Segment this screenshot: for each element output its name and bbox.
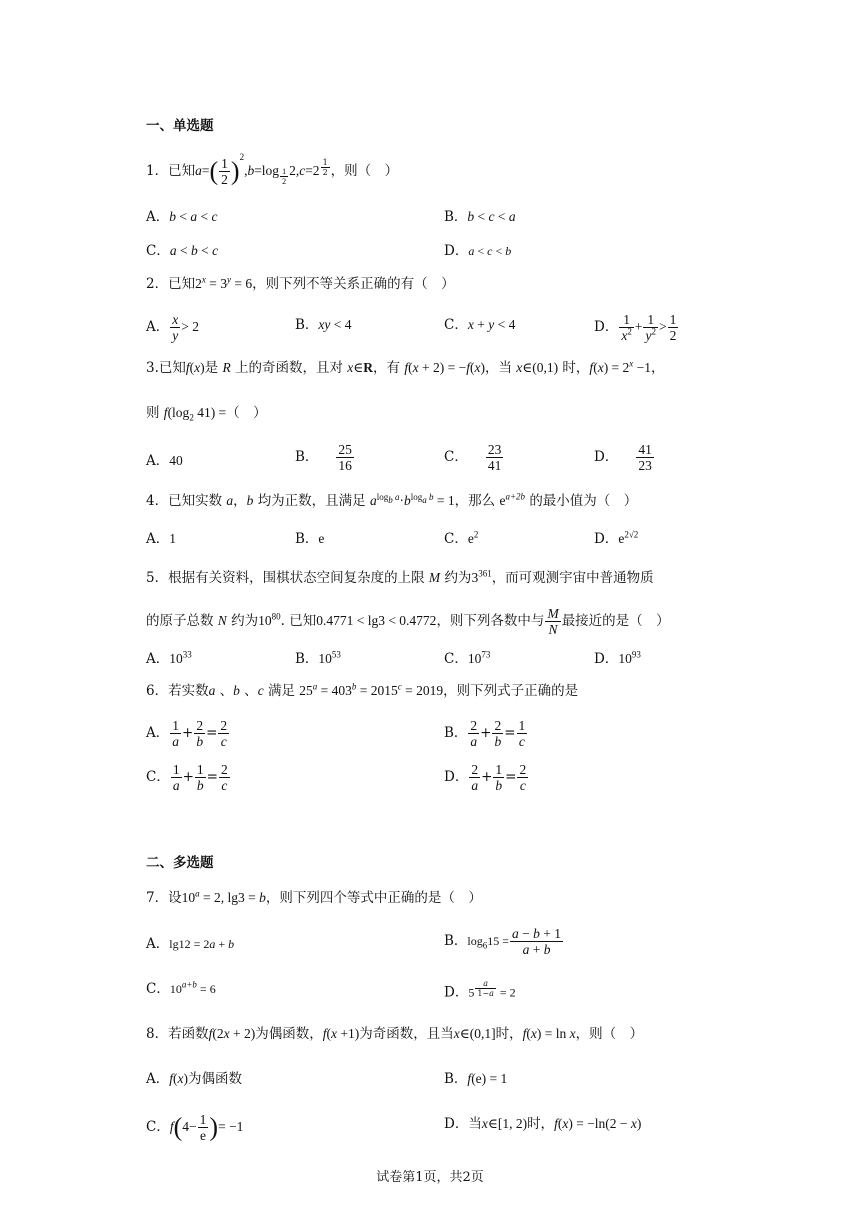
- question-3-line2: 则 $f(\log_2$ 41) =（ ）: [146, 405, 267, 423]
- question-4-stem: 4．已知实数 a，b 均为正数，且满足 $a^{log_b a}\cdot b^{log_a b} = 1$，那么 $e^{a+2b}$ 的最小值为（ ）: [146, 491, 638, 509]
- question-4-option-c[interactable]: C．$e^2$: [444, 529, 479, 547]
- question-6-option-c[interactable]: C． $\frac{1}{a}$ + $\frac{1}{b}$ = $\frac{2}{c}$: [146, 762, 228, 793]
- question-2-option-c[interactable]: C．x + y < 4: [444, 317, 516, 333]
- question-7-option-d[interactable]: D．5 $^{\frac{a}{1-a}}$ = 2: [444, 979, 516, 1001]
- section-multiple-choice: 二、多选题: [146, 855, 214, 871]
- question-8-option-a[interactable]: A．f(x)为偶函数: [146, 1071, 243, 1087]
- question-7-stem: 7．设$10^a = 2$, lg3 = b，则下列四个等式中正确的是（ ）: [146, 888, 482, 906]
- question-7-option-c[interactable]: C．$10^{a+b} = 6$: [146, 979, 216, 997]
- question-3-stem: 3.已知f(x)是 R 上的奇函数，且对 x∈R，有 f(x + 2) = −f(x)，当 x∈(0,1) 时，$f(x) = 2^x -1$，: [146, 358, 665, 376]
- question-2-option-d[interactable]: D． $\frac{1}{x^2}$ + $\frac{1}{y^2}$ > $\frac{1}{2}$: [594, 312, 677, 343]
- question-2-option-a[interactable]: A． $\frac{x}{y}$ > 2: [146, 312, 199, 343]
- question-1-option-d[interactable]: D．a < c < b: [444, 243, 512, 259]
- question-5-line1: 5．根据有关资料，围棋状态空间复杂度的上限 M 约为$3^{361}$，而可观测宇宙中普通物质: [146, 568, 654, 586]
- question-8-option-c[interactable]: C．f(4− $\frac{1}{e}$ )= −1: [146, 1112, 244, 1143]
- question-3-option-a[interactable]: A．40: [146, 453, 183, 469]
- question-1-option-b[interactable]: B．b < c < a: [444, 209, 516, 225]
- question-8-option-d[interactable]: D．当x∈[1, 2)时，f(x) = −ln(2 − x): [444, 1116, 642, 1132]
- question-2-stem: 2．已知$2^x = 3^y = 6$，则下列不等关系正确的有（ ）: [146, 274, 455, 292]
- question-7-option-b[interactable]: B．$\log_615$ = $\frac{a - b + 1}{a + b}$: [444, 926, 562, 957]
- question-6-option-a[interactable]: A． $\frac{1}{a}$ + $\frac{2}{b}$ = $\frac{2}{c}$: [146, 718, 228, 749]
- page-footer: 试卷第1页，共2页: [376, 1170, 484, 1185]
- question-1-option-a[interactable]: A．b < a < c: [146, 209, 218, 225]
- question-3-option-c[interactable]: C． $\frac{23}{41}$: [444, 442, 502, 473]
- question-7-option-a[interactable]: A．lg12 = 2a + b: [146, 936, 235, 952]
- question-5-option-a[interactable]: A．$10^{33}$: [146, 649, 192, 667]
- question-8-option-b[interactable]: B．f(e) = 1: [444, 1071, 508, 1087]
- question-5-option-c[interactable]: C．$10^{73}$: [444, 649, 491, 667]
- question-1-stem: 1．已知a=( $\frac{1}{2}$ )$^2$,b=log $_{\frac{1}{2}}$ 2,c=2 $^{\frac{1}{2}}$ ，则（ ）: [146, 151, 399, 187]
- question-4-option-d[interactable]: D．$e^{2√2}$: [594, 529, 639, 547]
- question-3-option-d[interactable]: D． $\frac{41}{23}$: [594, 442, 652, 473]
- question-2-option-b[interactable]: B．xy < 4: [295, 317, 352, 333]
- question-8-stem: 8．若函数f(2x + 2)为偶函数，f(x +1)为奇函数，且当x∈(0,1]时，f(x) = ln x，则（ ）: [146, 1026, 644, 1042]
- question-6-option-d[interactable]: D． $\frac{2}{a}$ + $\frac{1}{b}$ = $\frac{2}{c}$: [444, 762, 527, 793]
- question-1-option-c[interactable]: C．a < b < c: [146, 243, 219, 259]
- question-5-option-b[interactable]: B．$10^{53}$: [295, 649, 341, 667]
- question-3-option-b[interactable]: B． $\frac{25}{16}$: [295, 442, 352, 473]
- question-5-line2: 的原子总数 N 约为$10^{80}$. 已知0.4771 < lg3 < 0.4772，则下列各数中与 $\frac{M}{N}$ 最接近的是（ ）: [146, 606, 670, 637]
- question-5-option-d[interactable]: D．$10^{93}$: [594, 649, 641, 667]
- section-single-choice: 一、单选题: [146, 118, 214, 134]
- question-4-option-b[interactable]: B．e: [295, 531, 325, 547]
- question-6-option-b[interactable]: B． $\frac{2}{a}$ + $\frac{2}{b}$ = $\frac{1}{c}$: [444, 718, 526, 749]
- question-6-stem: 6．若实数a 、b 、c 满足 $25^a = 403^b = 2015^c = 2019$，则下列式子正确的是: [146, 681, 579, 699]
- question-4-option-a[interactable]: A．1: [146, 531, 176, 547]
